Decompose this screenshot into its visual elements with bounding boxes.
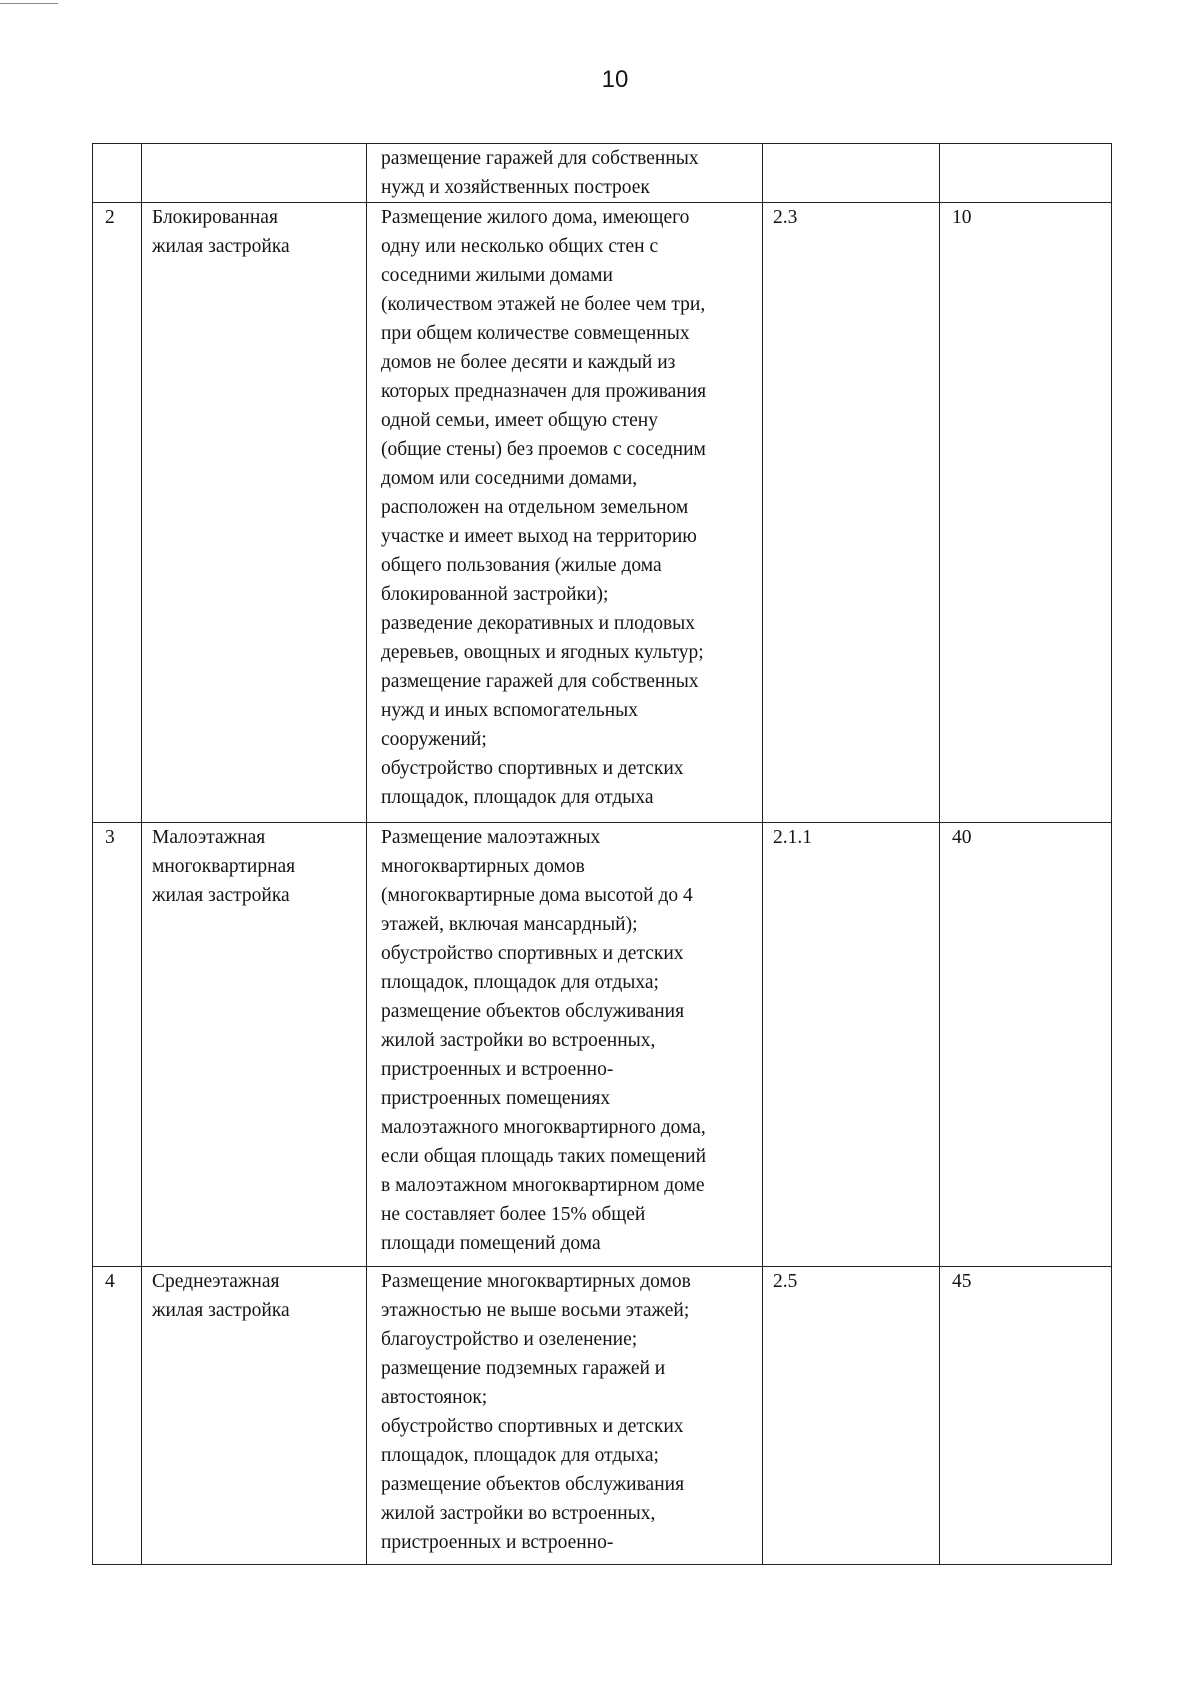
zone-name-cell: Малоэтажная многоквартирная жилая застройка [142, 823, 367, 1267]
value-cell: 40 [940, 823, 1112, 1267]
table-row [93, 823, 1112, 1267]
table-row [93, 1267, 1112, 1565]
zone-name-cell [142, 144, 367, 203]
row-number-cell: 2 [93, 203, 142, 823]
table-row [93, 144, 1112, 203]
value-cell [940, 144, 1112, 203]
land-use-table [92, 143, 1112, 1565]
value-cell: 45 [940, 1267, 1112, 1565]
description-cell: Размещение жилого дома, имеющего одну или несколько общих стен с соседними жилыми домами (количеством этажей не более чем три, при общем количестве совмещенных домов не более десяти и каждый из которых предназначен для проживания одной семьи, имеет общую стену (общие стены) без проемов с соседним домом или соседними домами, расположен на отдельном земельном участке и имеет выход на территорию общего пользования (жилые дома блокированной застройки); разведение декоративных и плодовых деревьев, овощных и ягодных культур; размещение гаражей для собственных нужд и иных вспомогательных сооружений; обустройство спортивных и детских площадок, площадок для отдыха [367, 203, 763, 823]
row-number-cell [93, 144, 142, 203]
page-number: 10 [601, 66, 629, 93]
row-number-cell: 3 [93, 823, 142, 1267]
zone-name-cell: Среднеэтажная жилая застройка [142, 1267, 367, 1565]
code-cell: 2.5 [763, 1267, 940, 1565]
description-cell: Размещение многоквартирных домов этажностью не выше восьми этажей; благоустройство и озеленение; размещение подземных гаражей и автостоянок; обустройство спортивных и детских площадок, площадок для отдыха; размещение объектов обслуживания жилой застройки во встроенных, пристроенных и встроенно- [367, 1267, 763, 1565]
row-number-cell: 4 [93, 1267, 142, 1565]
description-cell: размещение гаражей для собственных нужд и хозяйственных построек [367, 144, 763, 203]
code-cell: 2.1.1 [763, 823, 940, 1267]
table-row [93, 203, 1112, 823]
zone-name-cell: Блокированная жилая застройка [142, 203, 367, 823]
value-cell: 10 [940, 203, 1112, 823]
description-cell: Размещение малоэтажных многоквартирных домов (многоквартирные дома высотой до 4 этажей, включая мансардный); обустройство спортивных и детских площадок, площадок для отдыха; размещение объектов обслуживания жилой застройки во встроенных, пристроенных и встроенно- пристроенных помещениях малоэтажного многоквартирного дома, если общая площадь таких помещений в малоэтажном многоквартирном доме не составляет более 15% общей площади помещений дома [367, 823, 763, 1267]
scan-corner-mark [0, 0, 58, 4]
code-cell [763, 144, 940, 203]
code-cell: 2.3 [763, 203, 940, 823]
